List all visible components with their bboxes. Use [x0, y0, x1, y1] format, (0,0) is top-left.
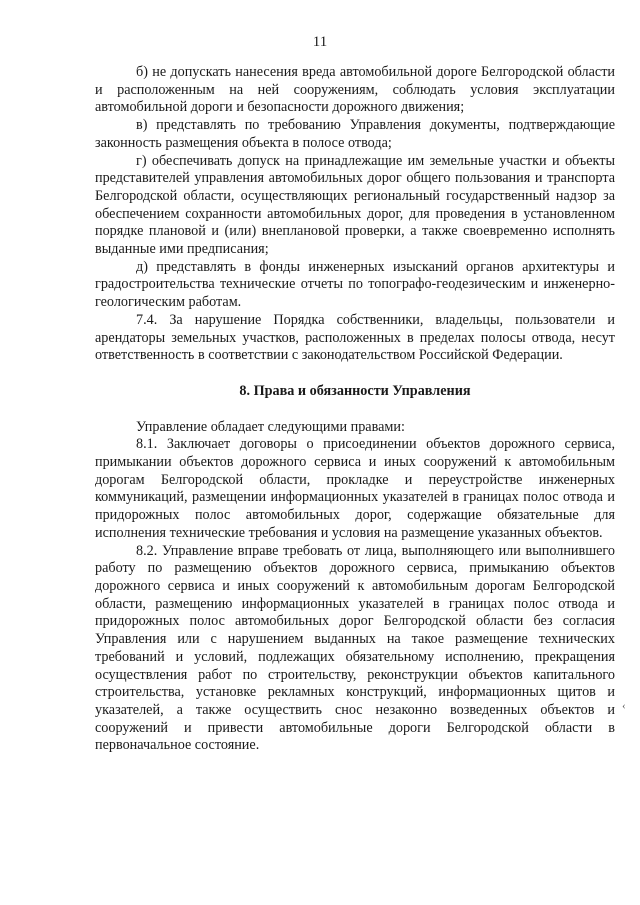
paragraph-8-2: 8.2. Управление вправе требовать от лица, выполняющего или выполнившего работу по размещению объектов дорожного сервиса, примыканию объектов дорожного сервиса и иных сооружений к автомобильным дорогам Белгородской области, размещению информационных указателей в границах полос отвода и придорожных полос автомобильных дорог Белгородской области без согласия Управления или с нарушением выданных на такое размещение технических требований и условий, подлежащих обязательному исполнению, прекращения осуществления работ по строительству, реконструкции объектов капитального строительства, установке рекламных конструкций, информационных щитов и указателей, а также осуществить снос незаконно возведенных объектов и сооружений и привести автомобильные дороги Белгородской области в первоначальное состояние.: [95, 542, 615, 754]
paragraph-7-3-g: г) обеспечивать допуск на принадлежащие им земельные участки и объекты представителей управления автомобильных дорог общего пользования и транспорта Белгородской области, осуществляющих региональный государственный надзор за обеспечением сохранности автомобильных дорог, для проведения в установленном порядке плановой и (или) внеплановой проверки, а также своевременно исполнять выданные ими предписания;: [95, 152, 615, 258]
paragraph-7-4: 7.4. За нарушение Порядка собственники, владельцы, пользователи и арендаторы земельных участков, расположенных в пределах полосы отвода, несут ответственность в соответствии с законодательством Российской Федерации.: [95, 311, 615, 364]
section-heading: 8. Права и обязанности Управления: [239, 382, 471, 399]
paragraph-7-3-d: д) представлять в фонды инженерных изысканий органов архитектуры и градостроительства технические отчеты по топографо-геодезическим и инженерно-геологическим работам.: [95, 258, 615, 311]
document-body: [95, 64, 615, 755]
page-number: 11: [312, 34, 328, 50]
paragraph-8-1: 8.1. Заключает договоры о присоединении объектов дорожного сервиса, примыкании объектов дорожного сервиса и иных сооружений к автомобильным дорогам Белгородской области, прокладке и переустройстве инженерных коммуникаций, размещении информационных указателей в границах полос отвода и придорожных полос автомобильных дорог, содержащие обязательные для исполнения технические требования и условия на размещение указанных объектов.: [95, 436, 615, 541]
paragraph-7-3-v: в) представлять по требованию Управления документы, подтверждающие законность размещения объекта в полосе отвода;: [95, 117, 615, 151]
paragraph-7-3-b: б) не допускать нанесения вреда автомобильной дороге Белгородской области и расположенным на ней сооружениям, соблюдать условия эксплуатации автомобильной дороги и безопасности дорожного движения;: [95, 64, 615, 116]
margin-mark: ‹: [622, 700, 626, 712]
paragraph-rights-intro: Управление обладает следующими правами:: [136, 418, 405, 435]
